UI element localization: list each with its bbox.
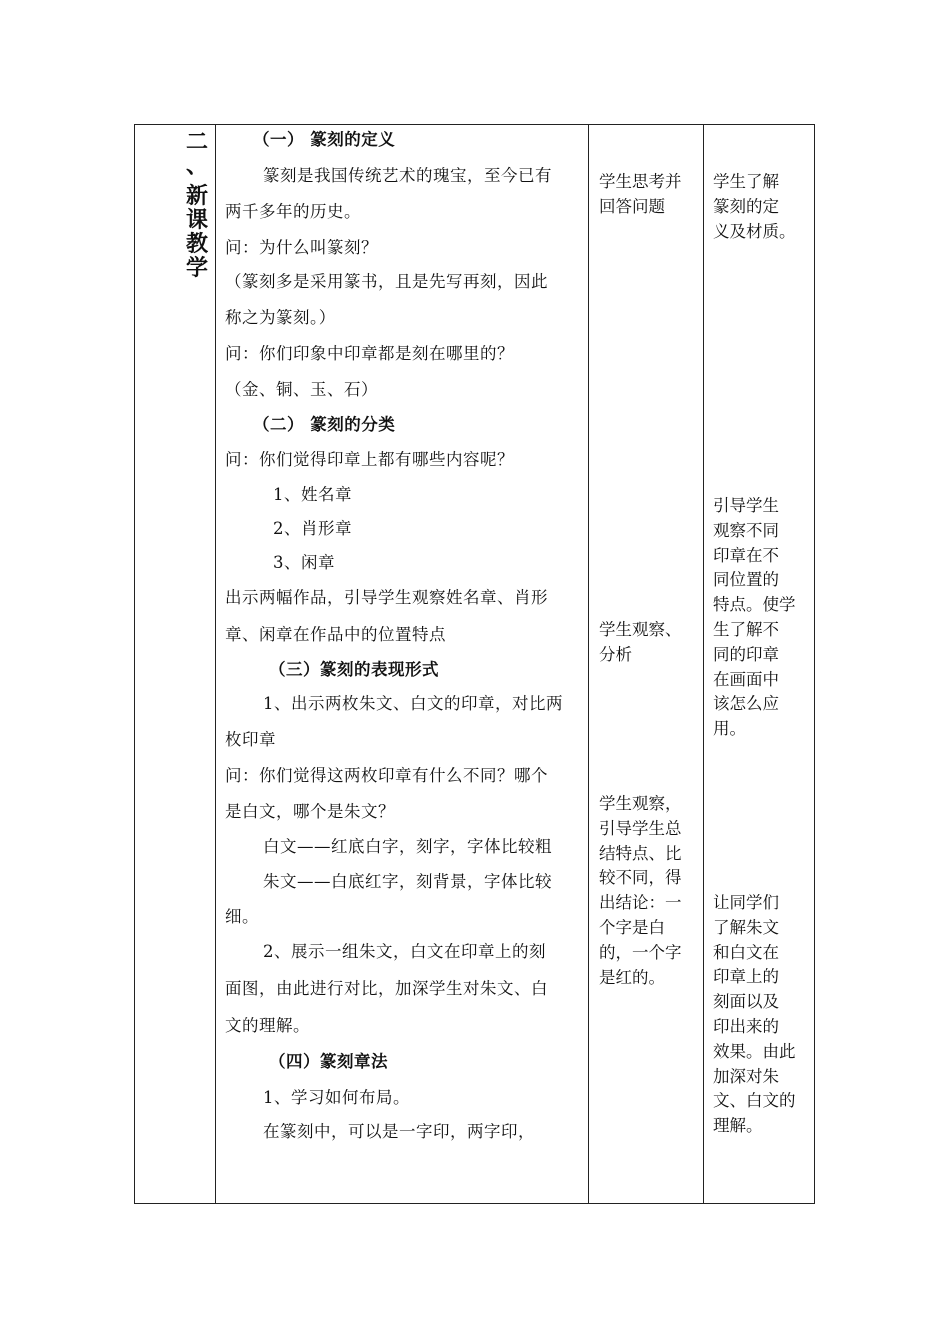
activity-line: 学生观察、 [599, 620, 682, 639]
intent-line: 和白文在 [713, 942, 779, 962]
content-line: 1、出示两枚朱文、白文的印章，对比两 [263, 694, 563, 713]
content-line: 称之为篆刻。） [225, 308, 336, 327]
design-intent-1 [713, 170, 796, 244]
intent-line: 引导学生 [713, 496, 779, 515]
list-item: 2、肖形章 [273, 519, 352, 538]
content-line: 白文——红底白字，刻字，字体比较粗 [263, 837, 552, 856]
content-line: （篆刻多是采用篆书，且是先写再刻，因此 [225, 272, 548, 291]
list-item: 3、闲章 [273, 553, 335, 572]
activity-line: 引导学生总 [599, 818, 682, 838]
intent-line: 篆刻的定 [713, 196, 779, 216]
activity-line: 的，一个字 [599, 942, 682, 962]
content-line: 面图，由此进行对比，加深学生对朱文、白 [225, 979, 548, 998]
activity-line: 学生观察， [599, 794, 682, 813]
intent-line: 印出来的 [713, 1016, 779, 1036]
activity-line: 分析 [599, 644, 632, 664]
student-activity-2 [599, 618, 682, 668]
content-line: 在篆刻中，可以是一字印，两字印， [263, 1122, 535, 1141]
intent-line: 让同学们 [713, 893, 779, 912]
student-activity-3 [599, 792, 682, 990]
question-line: 问：你们觉得这两枚印章有什么不同？哪个 [225, 766, 548, 785]
section-title-char: 二 [185, 129, 208, 155]
intent-line: 刻面以及 [713, 992, 779, 1012]
design-intent-2 [713, 494, 796, 742]
intent-line: 加深对朱 [713, 1066, 779, 1086]
section-title-char: 教 [185, 231, 208, 257]
section-title-char: 学 [185, 255, 208, 281]
content-line: 出示两幅作品，引导学生观察姓名章、肖形 [225, 588, 548, 607]
content-line: 章、闲章在作品中的位置特点 [225, 625, 446, 644]
intent-line: 学生了解 [713, 172, 779, 191]
content-line: （金、铜、玉、石） [225, 380, 378, 399]
content-line: 文的理解。 [225, 1016, 310, 1035]
intent-line: 观察不同 [713, 520, 779, 540]
intent-line: 义及材质。 [713, 221, 796, 241]
heading-definition: （一） 篆刻的定义 [253, 130, 396, 149]
intent-line: 理解。 [713, 1116, 763, 1136]
design-intent-3 [713, 891, 796, 1139]
section-title-char: 、 [185, 153, 208, 179]
heading-composition: （四）篆刻章法 [269, 1052, 388, 1071]
content-line: 1、学习如何布局。 [263, 1088, 410, 1107]
activity-line: 结特点、比 [599, 843, 682, 863]
section-title-char: 新 [185, 183, 208, 209]
section-title-char: 课 [185, 207, 208, 233]
activity-line: 学生思考并 [599, 172, 682, 191]
intent-line: 特点。使学 [713, 595, 796, 615]
activity-line: 个字是白 [599, 917, 665, 937]
column-divider-1 [215, 125, 216, 1203]
column-divider-2 [588, 125, 589, 1203]
section-title [180, 130, 214, 280]
intent-line: 效果。由此 [713, 1041, 796, 1061]
activity-line: 是红的。 [599, 967, 665, 987]
activity-line: 回答问题 [599, 196, 665, 216]
intent-line: 同位置的 [713, 570, 779, 590]
intent-line: 用。 [713, 719, 746, 739]
content-line: 篆刻是我国传统艺术的瑰宝，至今已有 [263, 166, 552, 185]
intent-line: 该怎么应 [713, 694, 779, 714]
content-line: 枚印章 [225, 730, 276, 749]
content-line: 2、展示一组朱文，白文在印章上的刻 [263, 942, 546, 961]
intent-line: 生了解不 [713, 619, 779, 639]
list-item: 1、姓名章 [273, 485, 352, 504]
question-line: 问：为什么叫篆刻？ [225, 238, 378, 257]
question-line: 问：你们觉得印章上都有哪些内容呢？ [225, 450, 514, 469]
content-line: 细。 [225, 907, 259, 926]
intent-line: 文、白文的 [713, 1091, 796, 1111]
column-divider-3 [703, 125, 704, 1203]
heading-classification: （二） 篆刻的分类 [253, 415, 396, 434]
activity-line: 较不同，得 [599, 868, 682, 888]
question-line: 问：你们印象中印章都是刻在哪里的？ [225, 344, 514, 363]
intent-line: 印章在不 [713, 545, 779, 565]
intent-line: 了解朱文 [713, 917, 779, 937]
heading-expression: （三）篆刻的表现形式 [269, 660, 439, 679]
intent-line: 在画面中 [713, 669, 779, 689]
student-activity-1 [599, 170, 682, 220]
content-line: 朱文——白底红字，刻背景，字体比较 [263, 872, 552, 891]
intent-line: 同的印章 [713, 644, 779, 664]
content-line: 是白文，哪个是朱文？ [225, 802, 395, 821]
intent-line: 印章上的 [713, 967, 779, 987]
activity-line: 出结论：一 [599, 893, 682, 913]
content-line: 两千多年的历史。 [225, 202, 361, 221]
